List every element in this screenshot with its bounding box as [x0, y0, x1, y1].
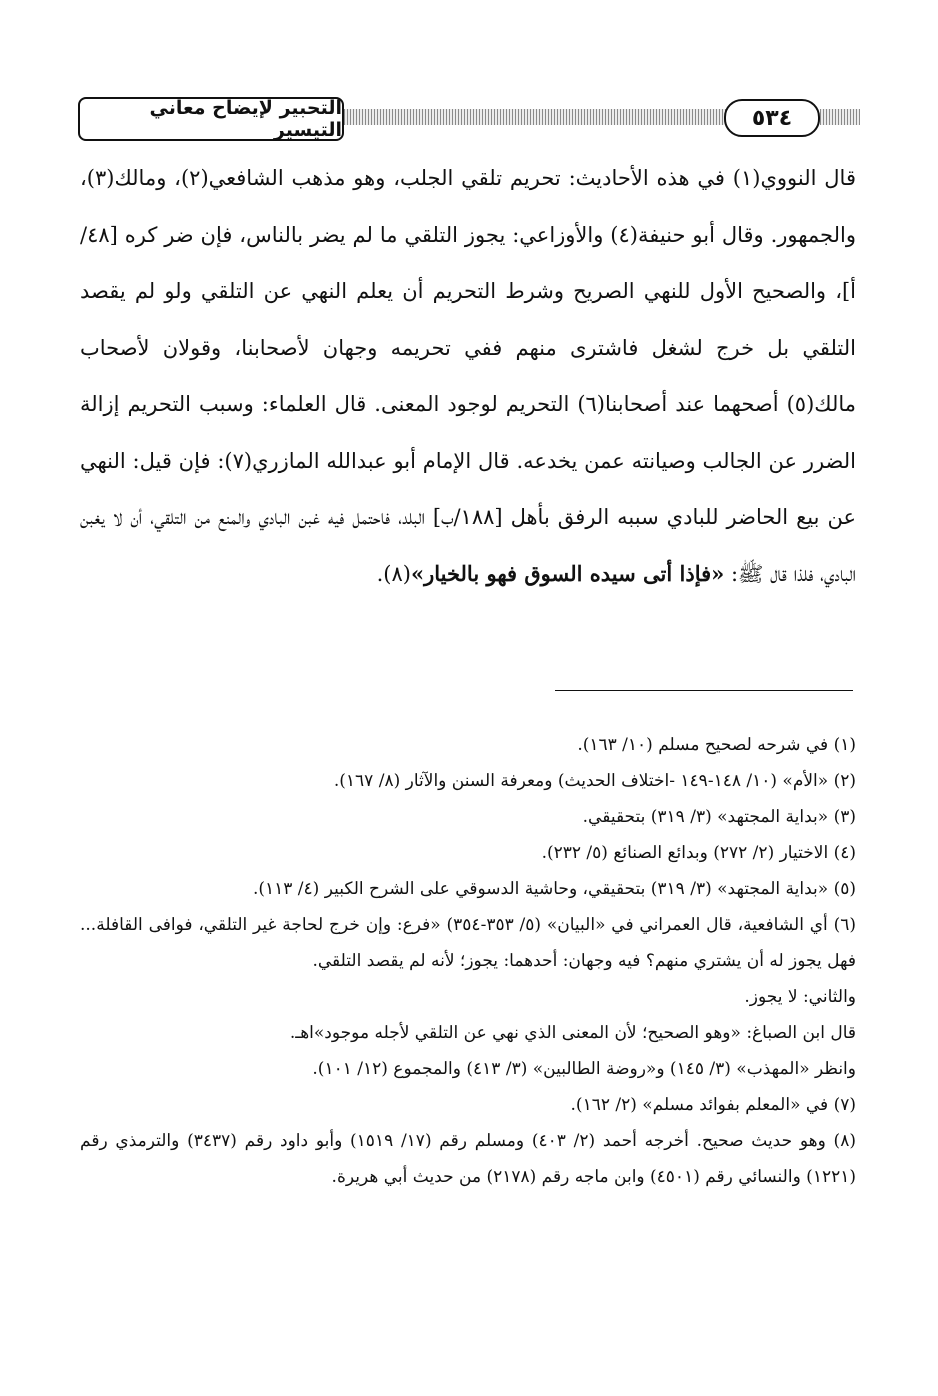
footnote: (٥) «بداية المجتهد» (٣/ ٣١٩) بتحقيقي، وحاشية الدسوقي على الشرح الكبير (٤/ ١١٣). [252, 879, 856, 899]
footnote: (٨) وهو حديث صحيح. أخرجه أحمد (٢/ ٤٠٣) ومسلم رقم (١٧/ ١٥١٩) وأبو داود رقم (٣٤٣٧) والترمذي رقم (١٢٢١) والنسائي رقم (٤٥٠١) وابن ماجه رقم (٢١٧٨) من حديث أبي هريرة. [80, 1131, 856, 1187]
running-header [78, 97, 860, 145]
footnote: وانظر «المهذب» (٣/ ١٤٥) و«روضة الطالبين» (٣/ ٤١٣) والمجموع (١٢/ ١٠١). [312, 1059, 856, 1079]
book-title: التحبير لإيضاح معاني التيسير [78, 97, 344, 141]
footnote-separator [555, 690, 853, 691]
footnote: (٢) «الأم» (١٠/ ١٤٨-١٤٩ -اختلاف الحديث) ومعرفة السنن والآثار (٨/ ١٦٧). [333, 771, 856, 791]
header-hatch-band [338, 109, 790, 125]
header-hatch-band-right [820, 109, 860, 125]
footnotes [80, 727, 856, 1195]
footnote: (٤) الاختيار (٢/ ٢٧٢) وبدائع الصنائع (٥/ ٢٣٢). [541, 843, 856, 863]
footnote: والثاني: لا يجوز. [744, 987, 856, 1007]
main-text [80, 150, 856, 602]
main-paragraph [80, 150, 856, 602]
footnote: (٦) أي الشافعية، قال العمراني في «البيان» (٥/ ٣٥٣-٣٥٤) «فرع: وإن خرج لحاجة غير التلقي، فوافى القافلة... فهل يجوز له أن يشتري منهم؟ فيه وجهان: أحدهما: يجوز؛ لأنه لم يقصد التلقي. [80, 915, 856, 971]
footnote: (١) في شرحه لصحيح مسلم (١٠/ ١٦٣). [577, 735, 856, 755]
hadith-quote: «فإذا أتى سيده السوق فهو بالخيار» [410, 560, 725, 586]
paragraph-tail: (٨). [376, 561, 411, 586]
paragraph-text: قال النووي(١) في هذه الأحاديث: تحريم تلقي الجلب، وهو مذهب الشافعي(٢)، ومالك(٣)، والجمهور. وقال أبو حنيفة(٤) والأوزاعي: يجوز التلقي ما لم يضر بالناس، فإن ضر كره [٤٨/أ]، والصحيح الأول للنهي الصريح وشرط التحريم أن يعلم النهي عن التلقي ولو لم يقصد التلقي بل خرج لشغل فاشترى منهم ففي تحريمه وجهان لأصحابنا، وقولان لأصحاب مالك(٥) أصحهما عند أصحابنا(٦) التحريم لوجود المعنى. قال العلماء: وسبب التحريم إزالة الضرر عن الجالب وصيانته عمن يخدعه. قال الإمام أبو عبدالله المازري(٧): فإن قيل: النهي عن بيع الحاضر للبادي سببه الرفق بأهل [١٨٨/ب] البلد، فاحتمل فيه غبن البادي والمنع من التلقي، أن لا يغبن البادي، فلذا قال ﷺ: [80, 166, 856, 586]
footnote: (٣) «بداية المجتهد» (٣/ ٣١٩) بتحقيقي. [582, 807, 856, 827]
footnote: (٧) في «المعلم بفوائد مسلم» (٢/ ١٦٢). [570, 1095, 856, 1115]
page-number: ٥٣٤ [724, 99, 820, 137]
footnote: قال ابن الصباغ: «وهو الصحيح؛ لأن المعنى الذي نهي عن التلقي لأجله موجود»اهـ. [289, 1023, 856, 1043]
